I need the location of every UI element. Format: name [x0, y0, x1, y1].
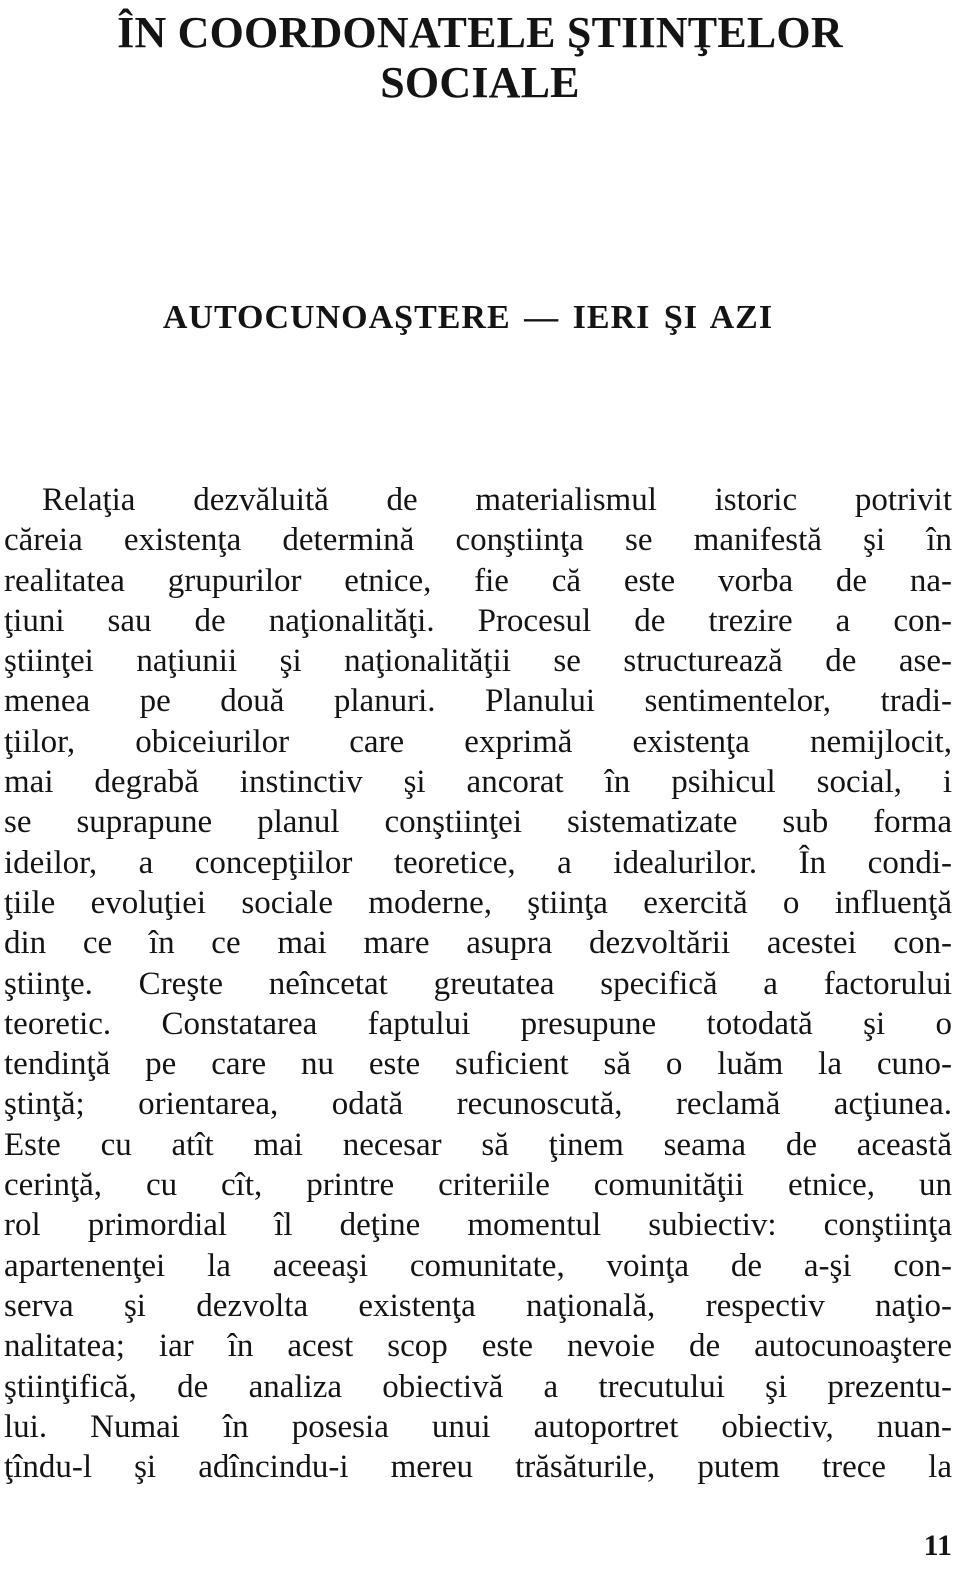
text-line: nalitatea; iar în acest scop este nevoie de autocunoaştere [4, 1328, 952, 1365]
text-line: ştinţă; orientarea, odată recunoscută, reclamă acţiunea. [4, 1086, 952, 1123]
text-line: ideilor, a concepţiilor teoretice, a idealurilor. În condi- [4, 844, 952, 881]
section-title [0, 8, 960, 108]
text-line: rol primordial îl deţine momentul subiectiv: conştiinţa [4, 1207, 952, 1244]
text-line: mai degrabă instinctiv şi ancorat în psihicul social, i [4, 764, 952, 801]
text-line: Relaţia dezvăluită de materialismul istoric potrivit [42, 482, 952, 518]
section-title-line-2: SOCIALE [380, 58, 580, 107]
text-line: ţîndu-l şi adîncindu-i mereu trăsăturile, putem trece la [4, 1449, 952, 1486]
text-line: ţiile evoluţiei sociale moderne, ştiinţa exercită o influenţă [4, 884, 952, 921]
text-line: apartenenţei la aceeaşi comunitate, voinţa de a-şi con- [4, 1247, 952, 1284]
text-line: ştiinţei naţiunii şi naţionalităţii se structurează de ase- [4, 643, 952, 680]
page-number: 11 [923, 1529, 952, 1562]
text-line: cerinţă, cu cît, printre criteriile comunităţii etnice, un [4, 1167, 952, 1204]
text-line: din ce în ce mai mare asupra dezvoltării acestei con- [4, 925, 952, 962]
text-line: se suprapune planul conştiinţei sistematizate sub forma [4, 804, 952, 841]
section-title-line-1: ÎN COORDONATELE ŞTIINŢELOR [117, 8, 843, 57]
text-line: ţiuni sau de naţionalităţi. Procesul de trezire a con- [4, 602, 952, 639]
text-line: realitatea grupurilor etnice, fie că este vorba de na- [4, 562, 952, 599]
text-line: căreia existenţa determină conştiinţa se manifestă şi în [4, 522, 952, 559]
text-line: tendinţă pe care nu este suficient să o luăm la cuno- [4, 1046, 952, 1083]
text-line: ţiilor, obiceiurilor care exprimă existenţa nemijlocit, [4, 723, 952, 760]
article-title: AUTOCUNOAŞTERE — IERI ŞI AZI [162, 299, 774, 336]
text-line: menea pe două planuri. Planului sentimentelor, tradi- [4, 683, 952, 720]
text-line: teoretic. Constatarea faptului presupune totodată şi o [4, 1005, 952, 1042]
text-line: serva şi dezvolta existenţa naţională, respectiv naţio- [4, 1287, 952, 1324]
body-text [4, 480, 952, 1487]
text-line: lui. Numai în posesia unui autoportret obiectiv, nuan- [4, 1408, 952, 1445]
text-line: Este cu atît mai necesar să ţinem seama de această [4, 1126, 952, 1163]
text-line: ştiinţe. Creşte neîncetat greutatea specifică a factorului [4, 965, 952, 1002]
text-line: ştiinţifică, de analiza obiectivă a trecutului şi prezentu- [4, 1368, 952, 1405]
